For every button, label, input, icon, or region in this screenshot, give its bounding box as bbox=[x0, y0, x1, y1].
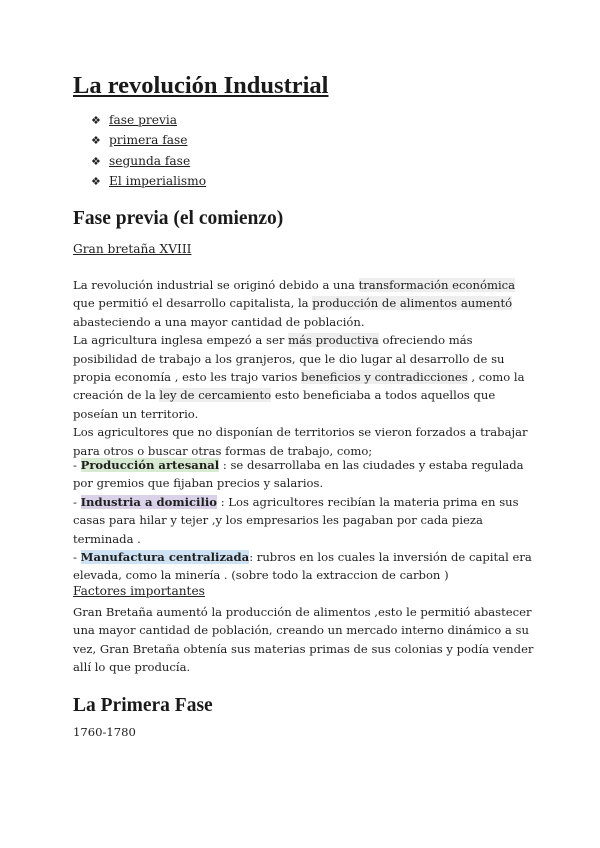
table-of-contents bbox=[91, 111, 206, 192]
page-title: La revolución Industrial bbox=[73, 72, 329, 99]
dates-primera-fase: 1760-1780 bbox=[73, 725, 136, 739]
toc-item bbox=[91, 111, 206, 131]
list-dash: - bbox=[73, 550, 81, 565]
list-item-industria-domicilio bbox=[73, 493, 535, 548]
term-produccion-artesanal: Producción artesanal bbox=[80, 458, 220, 472]
toc-item bbox=[91, 152, 206, 172]
paragraph-factores: Gran Bretaña aumentó la producción de alimentos ,esto le permitió abastecer una mayor cantidad de población, creando un mercado interno dinámico a su vez, Gran Bretaña obtenía sus materias primas de sus colonias y podía vender allí lo que producía. bbox=[73, 605, 534, 675]
list-dash: - bbox=[73, 494, 81, 509]
list-item-produccion-artesanal bbox=[73, 456, 535, 493]
paragraph-agricultura bbox=[73, 331, 535, 423]
section-heading-fase-previa: Fase previa (el comienzo) bbox=[73, 208, 284, 229]
list-item-manufactura-centralizada bbox=[73, 548, 535, 585]
factors-text-block bbox=[73, 603, 535, 677]
text-run: La revolución industrial se originó debido a una bbox=[73, 278, 359, 292]
term-industria-domicilio: Industria a domicilio bbox=[80, 494, 218, 509]
toc-link-imperialismo[interactable]: El imperialismo bbox=[109, 173, 207, 188]
text-run: : se desarrollaba en las ciudades y estaba regulada por gremios que fijaban precios y salarios. bbox=[73, 458, 524, 491]
text-run: : Los agricultores recibían la materia prima en sus casas para hilar y tejer ,y los empresarios les pagaban por cada pieza terminada . bbox=[73, 494, 519, 546]
highlight-mas-productiva: más productiva bbox=[288, 333, 379, 348]
text-run: : rubros en los cuales la inversión de capital era elevada, como la minería . (sobre todo la extraccion de carbon ) bbox=[73, 550, 532, 583]
section-heading-primera-fase: La Primera Fase bbox=[73, 695, 213, 716]
diamond-bullet-icon: ❖ bbox=[91, 174, 101, 188]
intro-text-block bbox=[73, 276, 535, 460]
diamond-bullet-icon: ❖ bbox=[91, 134, 101, 148]
diamond-bullet-icon: ❖ bbox=[91, 114, 101, 127]
highlight-transformacion: transformación económica bbox=[358, 278, 516, 292]
toc-link-primera-fase[interactable]: primera fase bbox=[109, 133, 188, 148]
highlight-produccion: producción de alimentos aumentó bbox=[312, 296, 513, 311]
text-run: esto beneficiaba a todos aquellos que poseían un territorio. bbox=[73, 388, 496, 421]
highlight-beneficios: beneficios y contradicciones bbox=[301, 370, 468, 385]
text-run: ofreciendo más posibilidad de trabajo a los granjeros, que le dio lugar al desarrollo de su propia economía , esto les trajo varios bbox=[73, 333, 505, 385]
subheading-factores: Factores importantes bbox=[73, 584, 205, 598]
toc-item bbox=[91, 172, 206, 192]
diamond-bullet-icon: ❖ bbox=[91, 154, 101, 168]
paragraph-agricultores: Los agricultores que no disponían de territorios se vieron forzados a trabajar para otros o buscar otras formas de trabajo, como; bbox=[73, 425, 528, 458]
text-run: que permitió el desarrollo capitalista, la bbox=[73, 296, 313, 311]
text-run: La agricultura inglesa empezó a ser bbox=[73, 333, 289, 348]
work-types-list bbox=[73, 456, 535, 585]
term-manufactura-centralizada: Manufactura centralizada bbox=[80, 550, 250, 565]
toc-link-fase-previa[interactable]: fase previa bbox=[109, 113, 178, 127]
highlight-ley-cercamiento: ley de cercamiento bbox=[159, 388, 272, 403]
subheading-gran-bretana: Gran bretaña XVIII bbox=[73, 242, 192, 256]
paragraph-origin bbox=[73, 276, 535, 331]
toc-link-segunda-fase[interactable]: segunda fase bbox=[109, 153, 191, 168]
toc-item bbox=[91, 131, 206, 151]
text-run: , como la creación de la bbox=[73, 370, 525, 403]
text-run: abasteciendo a una mayor cantidad de población. bbox=[73, 314, 365, 329]
list-dash: - bbox=[73, 458, 81, 472]
